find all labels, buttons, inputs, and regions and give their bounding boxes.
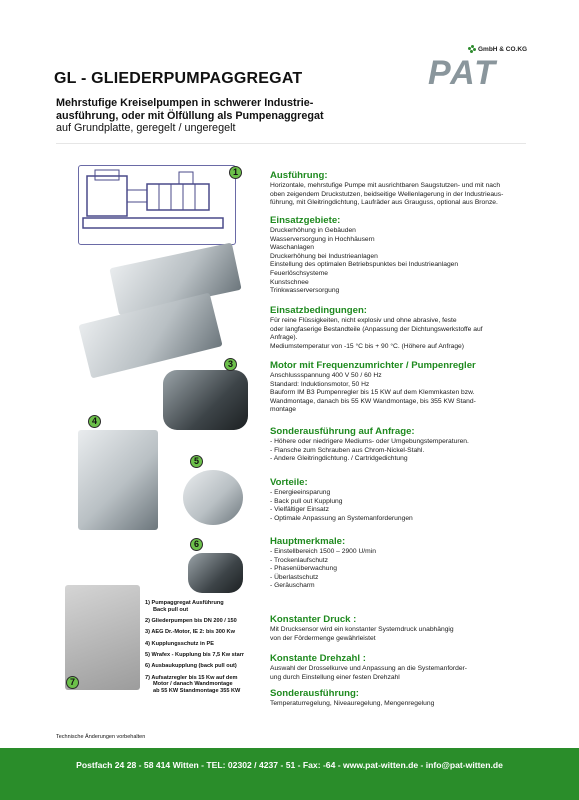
controller-photo [65,585,140,690]
badge-6: 6 [190,538,203,551]
subtitle-bold-line-1: Mehrstufige Kreiselpumpen in schwerer Industrie- [56,97,314,109]
schematic-drawing-icon [79,166,237,246]
badge-7: 7 [66,676,79,689]
section-title: Konstanter Druck : [270,614,357,625]
section-konstante-drehzahl: Konstante Drehzahl : Auswahl der Drosselkurve und Anpassung an die Systemanforder- ung durch Einstellung einer festen Drehzahl [270,653,534,682]
section-motor: Motor mit Frequenzumrichter / Pumpenregler Anschlussspannung 400 V 50 / 60 Hz Standard: Induktionsmotor, 50 Hz Bauform IM B3 Pumpenregler bis 15 KW auf dem Klemmkasten bzw. Wandmontage, danach bis 55 KW Wandmontage, bis 355 KW Stand- montage [270,360,534,415]
section-einsatzbedingungen: Einsatzbedingungen: Für reine Flüssigkeiten, nicht explosiv und ohne abrasive, feste oder langfaserige Bestandteile (Anpassung der Dichtungswerkstoffe auf Anfrage). Mediumstemperatur von -15 °C bis + 90 °C. (Höhere auf Anfrage) [270,305,534,351]
section-vorteile: Vorteile: - Energieeinsparung - Back pull out Kupplung - Vielfältiger Einsatz - Optimale Anpassung an Systemanforderungen [270,477,534,523]
section-sonderausfuehrung: Sonderausführung: Temperaturregelung, Niveauregelung, Mengenregelung [270,688,534,709]
section-konstanter-druck: Konstanter Druck : Mit Drucksensor wird ein konstanter Systemdruck unabhängig von der Fördermenge gewährleistet [270,614,534,643]
logo-dots-icon [468,45,476,53]
section-title: Einsatzgebiete: [270,215,341,226]
section-title: Motor mit Frequenzumrichter / Pumpenregler [270,360,476,371]
image-captions [145,600,255,699]
badge-3: 3 [224,358,237,371]
section-title: Konstante Drehzahl : [270,653,366,664]
subtitle-normal-line: auf Grundplatte, geregelt / ungeregelt [56,122,236,134]
section-title: Sonderausführung: [270,688,360,699]
caption-5: 5) Wrafex - Kupplung bis 7,5 Kw starr [145,651,245,658]
section-title: Sonderausführung auf Anfrage: [270,426,415,437]
section-ausfuehrung: Ausführung: Horizontale, mehrstufige Pumpe mit ausrichtbaren Saugstutzen- und mit nach oben zeigendem Druckstutzen, beidseitige Wellenlagerung in der Industrieaus- führung, mit Gleitringdichtung, Laufräder aus Grauguss, optional aus Bronze. [270,170,534,208]
logo-mark: PAT [428,54,497,92]
caption-2: 2) Gliederpumpen bis DN 200 / 150 [145,618,237,625]
badge-4: 4 [88,415,101,428]
badge-1: 1 [229,166,242,179]
caption-3: 3) AEG Dr.-Motor, IE 2: bis 300 Kw [145,629,235,636]
motor-photo [163,370,248,430]
footer-contact-text: Postfach 24 28 - 58 414 Witten - TEL: 02302 / 4237 - 51 - Fax: -64 - www.pat-witten.de - info@pat-witten.de [76,760,503,770]
section-sonderausfuehrung-anfrage: Sonderausführung auf Anfrage: - Höhere oder niedrigere Mediums- oder Umgebungstemperaturen. - Flansche zum Schrauben aus Chrom-Nickel-Stahl. - Andere Gleitringdichtung. / Cartridgedichtung [270,426,534,464]
back-pull-out-coupling-photo [188,553,243,593]
caption-4: 4) Kupplungsschutz in PE [145,640,214,647]
caption-7: 7) Aufsatzregler bis 15 Kw auf dem Motor / danach Wandmontage ab 55 KW Standmontage 355 KW [145,674,241,695]
page-title: GL - GLIEDERPUMPAGGREGAT [54,70,303,87]
caption-6: 6) Ausbaukupplung (back pull out) [145,663,237,670]
section-einsatzgebiete: Einsatzgebiete: Druckerhöhung in Gebäuden Wasserversorgung in Hochhäusern Waschanlagen Druckerhöhung bei Industrieanlagen Einstellung des optimalen Betriebspunktes bei Industrieanlagen Feuerlöschsysteme Kunstschnee Trinkwasserversorgung [270,215,534,296]
caption-1: 1) Pumpaggregat Ausführung Back pull out [145,600,224,613]
section-title: Vorteile: [270,477,308,488]
disclaimer-note: Technische Änderungen vorbehalten [56,734,146,740]
page-subtitle [56,97,356,135]
section-title: Ausführung: [270,170,328,181]
section-hauptmerkmale: Hauptmerkmale: - Einstellbereich 1500 – 2900 U/min - Trockenlaufschutz - Phasenüberwachung - Überlastschutz - Geräuscharm [270,536,534,591]
header-divider [56,143,526,144]
coupling-photo [183,470,243,525]
logo-company-suffix: GmbH & CO.KG [478,46,528,53]
badge-5: 5 [190,455,203,468]
section-title: Hauptmerkmale: [270,536,346,547]
contact-footer [0,748,579,800]
coupling-guard-photo [78,430,158,530]
subtitle-bold-line-2: ausführung, oder mit Ölfüllung als Pumpenaggregat [56,109,324,122]
section-title: Einsatzbedingungen: [270,305,368,316]
company-logo [428,44,532,90]
pump-schematic-image [78,165,236,245]
